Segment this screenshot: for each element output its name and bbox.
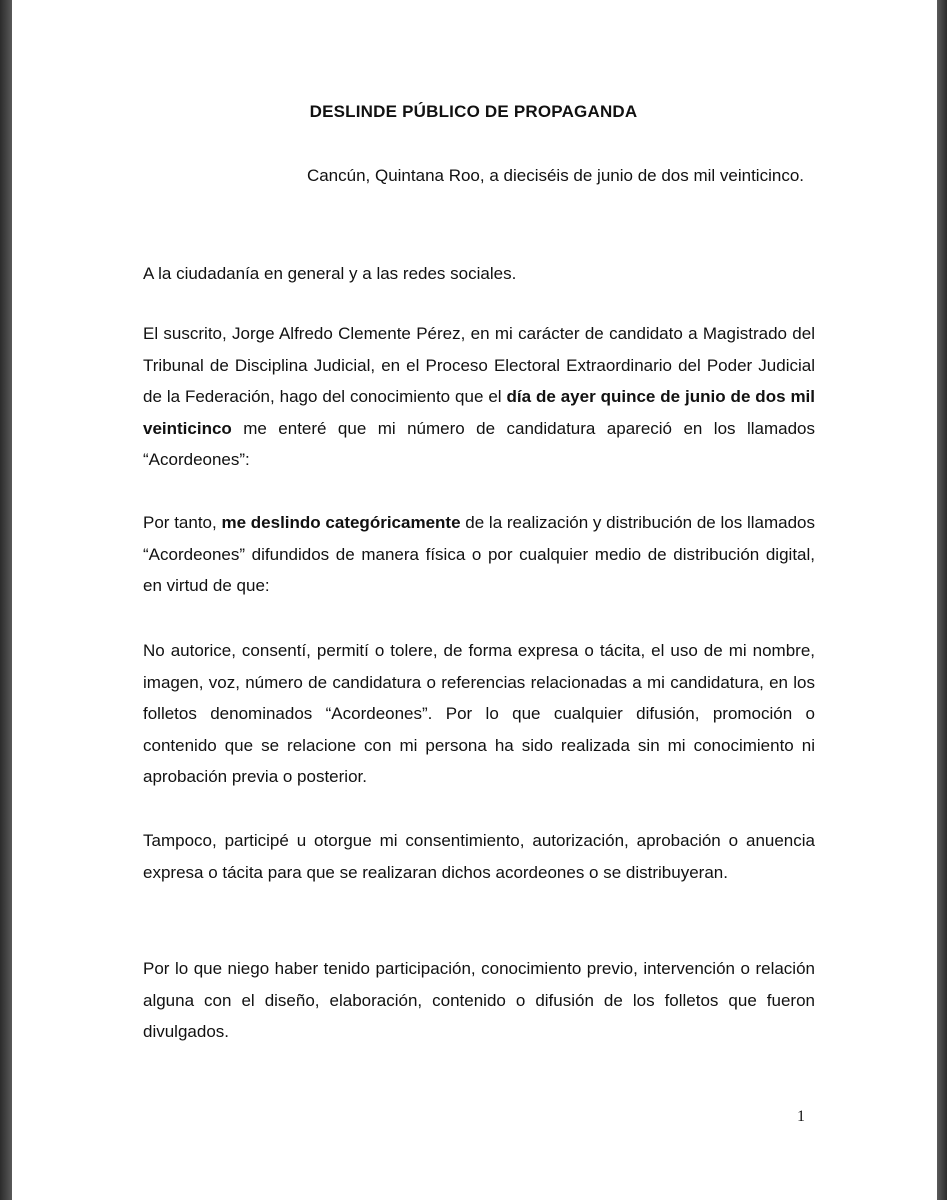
salutation: A la ciudadanía en general y a las redes sociales. — [143, 264, 517, 283]
paragraph-disclaimer-bold: me deslindo categóricamente — [221, 513, 461, 532]
paragraph-disclaimer-text: Por tanto, — [143, 513, 222, 532]
paragraph-disclaimer-text-end: de la realización y distribución de los llamados “Acordeones” difundidos de manera física o por cualquier medio de distribución digital, en virtud de que: — [143, 513, 815, 595]
paragraph-denial: Por lo que niego haber tenido participación, conocimiento previo, intervención o relación alguna con el diseño, elaboración, contenido o difusión de los folletos que fueron divulgados. — [143, 959, 815, 1041]
document-title: DESLINDE PÚBLICO DE PROPAGANDA — [309, 102, 638, 121]
paragraph-declaration-text-end: me enteré que mi número de candidatura apareció en los llamados “Acordeones”: — [143, 418, 815, 469]
left-page-edge — [0, 0, 12, 1200]
paragraph-declaration — [143, 318, 815, 476]
paragraph-no-participation: Tampoco, participé u otorgue mi consentimiento, autorización, aprobación o anuencia expresa o tácita para que se realizaran dichos acordeones o se distribuyeran. — [143, 831, 815, 882]
paragraph-declaration-bold: día de ayer quince de junio de dos mil veinticinco — [143, 387, 816, 438]
paragraph-declaration-text: El suscrito, Jorge Alfredo Clemente Pérez, en mi carácter de candidato a Magistrado del Tribunal de Disciplina Judicial, en el Proceso Electoral Extraordinario del Poder Judicial de la Federación, hago del conocimiento que el — [143, 324, 815, 406]
document-page — [12, 0, 937, 1200]
right-page-edge — [937, 0, 947, 1200]
page-number: 1 — [797, 1108, 805, 1125]
dateline: Cancún, Quintana Roo, a dieciséis de junio de dos mil veinticinco. — [306, 166, 804, 185]
paragraph-disclaimer — [143, 507, 815, 602]
paragraph-no-authorization: No autorice, consentí, permití o tolere, de forma expresa o tácita, el uso de mi nombre, imagen, voz, número de candidatura o referencias relacionadas a mi candidatura, en los folletos denominados “Acordeones”. Por lo que cualquier difusión, promoción o contenido que se relacione con mi persona ha sido realizada sin mi conocimiento ni aprobación previa o posterior. — [143, 641, 815, 786]
